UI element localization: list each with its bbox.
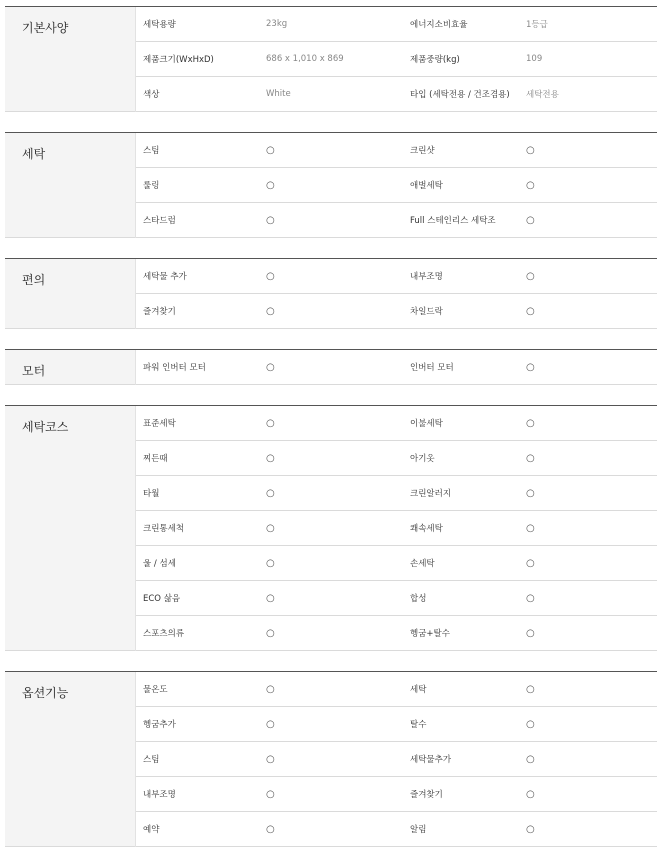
spec-label: 울 / 섬세: [143, 559, 176, 569]
spec-value: ○: [266, 753, 275, 765]
section-title: 옵션기능: [5, 672, 135, 847]
spec-row: [136, 777, 657, 812]
spec-value: ○: [526, 361, 535, 373]
spec-label: 파워 인버터 모터: [143, 363, 206, 373]
spec-label: 물온도: [143, 685, 168, 695]
spec-section: [5, 671, 657, 847]
section-title: 세탁: [5, 133, 135, 238]
spec-value: ○: [526, 592, 535, 604]
spec-label: 크린알러지: [410, 489, 452, 499]
spec-label: 타월: [143, 489, 160, 499]
spec-label: 제품중량(kg): [410, 55, 460, 65]
spec-row: [136, 672, 657, 707]
spec-value: ○: [526, 214, 535, 226]
spec-section: [5, 405, 657, 651]
spec-label: 애벌세탁: [410, 181, 443, 191]
spec-value: 686 x 1,010 x 869: [266, 54, 344, 64]
spec-rows: [135, 133, 657, 238]
spec-rows: [135, 350, 657, 385]
spec-label: 스포츠의류: [143, 629, 185, 639]
spec-row: [136, 77, 657, 112]
spec-value: ○: [526, 522, 535, 534]
spec-row: [136, 511, 657, 546]
section-title: 모터: [5, 350, 135, 385]
spec-label: 헹굼+탈수: [410, 629, 450, 639]
spec-value: ○: [266, 417, 275, 429]
spec-label: 알림: [410, 825, 427, 835]
spec-table: [5, 6, 657, 867]
spec-row: [136, 259, 657, 294]
spec-value: ○: [266, 788, 275, 800]
spec-label: 손세탁: [410, 559, 435, 569]
spec-value: 세탁전용: [526, 90, 559, 100]
spec-section: [5, 258, 657, 329]
spec-label: 세탁: [410, 685, 427, 695]
spec-value: ○: [266, 270, 275, 282]
spec-rows: [135, 259, 657, 329]
spec-row: [136, 476, 657, 511]
spec-row: [136, 133, 657, 168]
spec-row: [136, 581, 657, 616]
spec-value: ○: [526, 627, 535, 639]
spec-label: 예약: [143, 825, 160, 835]
spec-value: ○: [526, 753, 535, 765]
spec-value: ○: [526, 144, 535, 156]
spec-value: ○: [526, 305, 535, 317]
spec-label: 제품크기(WxHxD): [143, 55, 214, 65]
spec-row: [136, 441, 657, 476]
spec-value: ○: [526, 683, 535, 695]
spec-label: 합성: [410, 594, 427, 604]
spec-label: 내부조명: [143, 790, 176, 800]
spec-rows: [135, 406, 657, 651]
section-title: 편의: [5, 259, 135, 329]
spec-section: [5, 349, 657, 385]
spec-row: [136, 168, 657, 203]
spec-row: [136, 707, 657, 742]
spec-value: ○: [266, 557, 275, 569]
spec-label: ECO 삶음: [143, 594, 181, 604]
spec-value: ○: [526, 179, 535, 191]
spec-label: 에너지소비효율: [410, 20, 468, 30]
spec-value: ○: [266, 361, 275, 373]
spec-value: 23kg: [266, 19, 288, 29]
spec-label: 쾌속세탁: [410, 524, 443, 534]
spec-label: 스팀: [143, 755, 160, 765]
spec-row: [136, 294, 657, 329]
spec-section: [5, 132, 657, 238]
spec-rows: [135, 7, 657, 112]
section-title: 세탁코스: [5, 406, 135, 651]
spec-label: 세탁물 추가: [143, 272, 187, 282]
spec-rows: [135, 672, 657, 847]
spec-label: Full 스테인리스 세탁조: [410, 216, 496, 226]
spec-label: 내부조명: [410, 272, 443, 282]
spec-row: [136, 203, 657, 238]
spec-label: 헹굼추가: [143, 720, 176, 730]
spec-value: ○: [266, 683, 275, 695]
spec-value: 109: [526, 54, 543, 64]
section-title: 기본사양: [5, 7, 135, 112]
spec-value: 1등급: [526, 20, 548, 30]
spec-value: ○: [526, 788, 535, 800]
spec-label: 이불세탁: [410, 419, 443, 429]
spec-value: ○: [266, 179, 275, 191]
spec-label: 타입 (세탁전용 / 건조겸용): [410, 90, 510, 100]
spec-row: [136, 742, 657, 777]
spec-section: [5, 6, 657, 112]
spec-value: ○: [526, 487, 535, 499]
spec-label: 찌든때: [143, 454, 168, 464]
spec-value: ○: [266, 144, 275, 156]
spec-value: ○: [266, 718, 275, 730]
spec-label: 인버터 모터: [410, 363, 454, 373]
spec-row: [136, 42, 657, 77]
spec-value: ○: [266, 305, 275, 317]
spec-value: ○: [266, 823, 275, 835]
spec-value: ○: [266, 214, 275, 226]
spec-value: White: [266, 89, 291, 99]
spec-row: [136, 616, 657, 651]
spec-row: [136, 406, 657, 441]
spec-row: [136, 546, 657, 581]
spec-row: [136, 350, 657, 385]
spec-label: 세탁물추가: [410, 755, 452, 765]
spec-value: ○: [266, 522, 275, 534]
spec-label: 즐겨찾기: [143, 307, 176, 317]
spec-label: 즐겨찾기: [410, 790, 443, 800]
spec-label: 탈수: [410, 720, 427, 730]
spec-label: 룰링: [143, 181, 160, 191]
spec-label: 색상: [143, 90, 160, 100]
spec-value: ○: [266, 487, 275, 499]
spec-value: ○: [266, 452, 275, 464]
spec-label: 스타드럼: [143, 216, 176, 226]
spec-value: ○: [526, 823, 535, 835]
spec-row: [136, 812, 657, 847]
spec-value: ○: [266, 592, 275, 604]
spec-label: 세탁용량: [143, 20, 176, 30]
spec-row: [136, 7, 657, 42]
spec-label: 크린통세척: [143, 524, 185, 534]
spec-value: ○: [526, 417, 535, 429]
spec-label: 아기옷: [410, 454, 435, 464]
spec-label: 크린샷: [410, 146, 435, 156]
spec-label: 표준세탁: [143, 419, 176, 429]
spec-value: ○: [526, 270, 535, 282]
spec-label: 스팀: [143, 146, 160, 156]
spec-value: ○: [526, 452, 535, 464]
spec-value: ○: [526, 718, 535, 730]
spec-value: ○: [526, 557, 535, 569]
spec-label: 차일드락: [410, 307, 443, 317]
spec-value: ○: [266, 627, 275, 639]
